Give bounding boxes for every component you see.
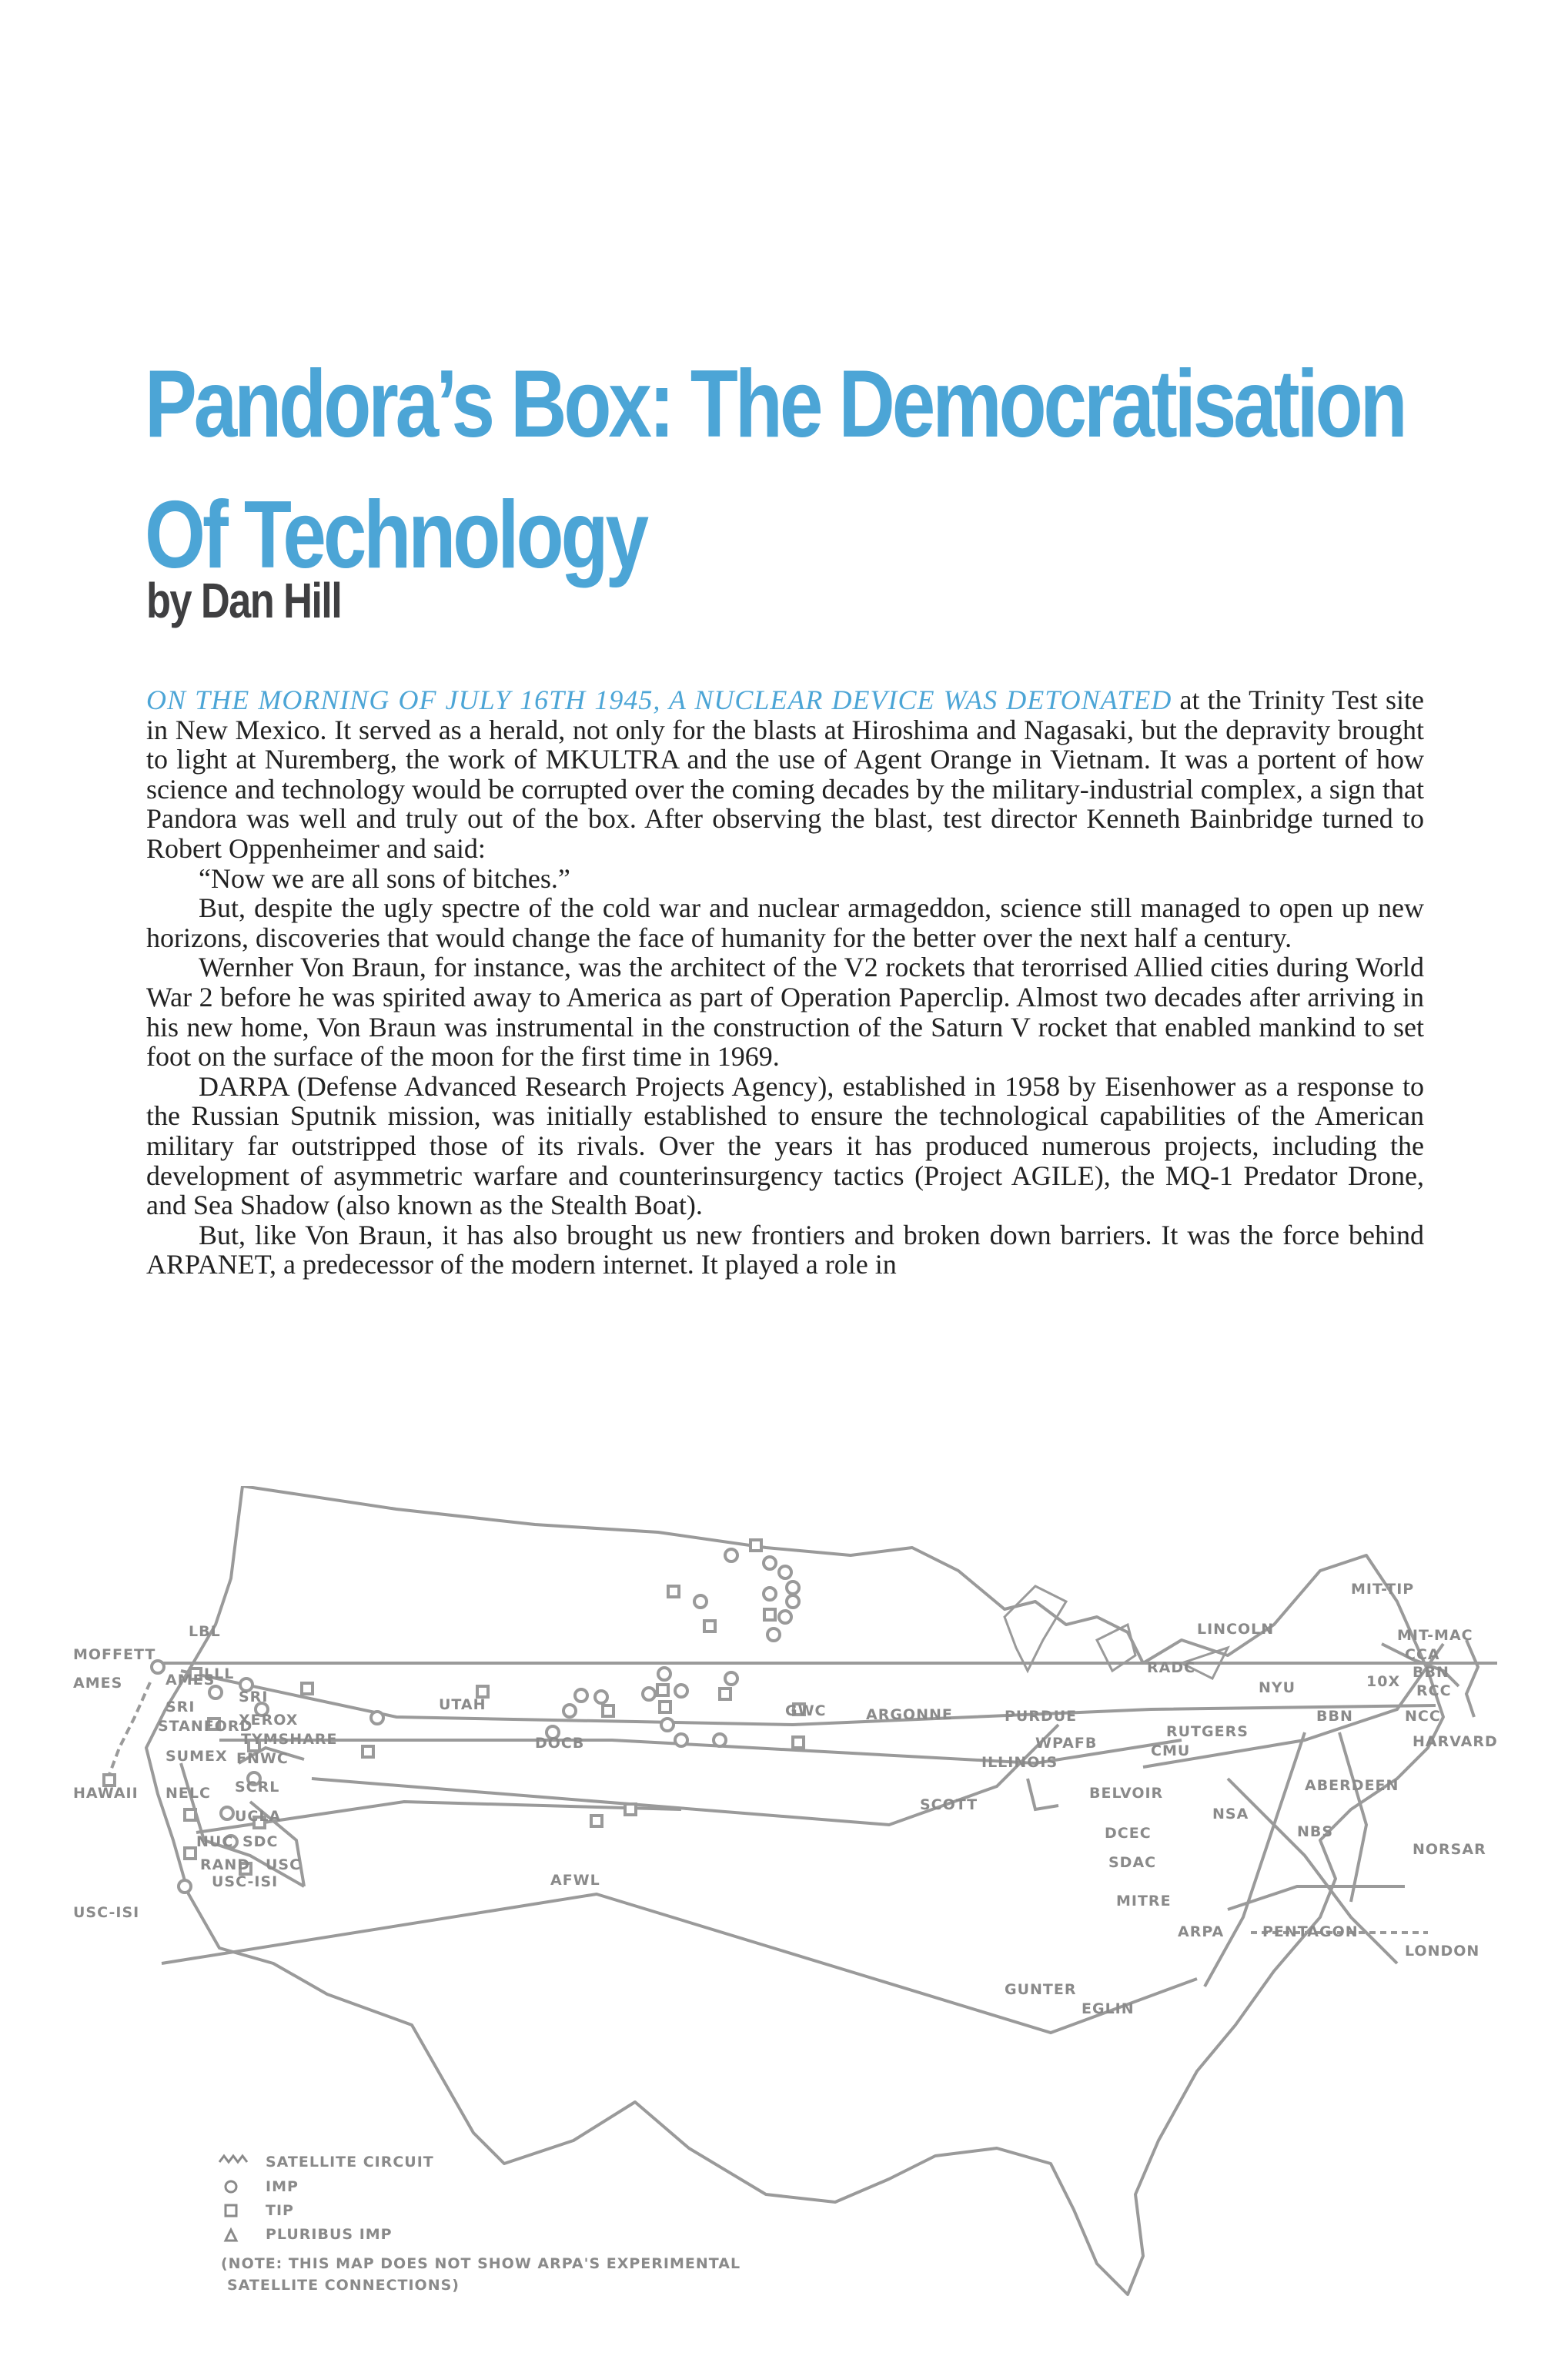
label-sri: SRI [165,1699,196,1715]
lead-in: ON THE MORNING OF JULY 16TH 1945, A NUCLEAR DEVICE WAS DETONATED [146,684,1172,715]
label-pentagon: PENTAGON [1262,1923,1359,1940]
label-fnwc: FNWC [236,1750,289,1767]
label-scott: SCOTT [920,1796,978,1813]
legend-pluribus: PLURIBUS IMP [266,2226,393,2243]
label-nelc: NELC [165,1785,211,1802]
pluribus-symbol [226,2230,236,2241]
legend-satellite: SATELLITE CIRCUIT [266,2154,434,2171]
label-nsa: NSA [1212,1806,1249,1822]
label-nbs: NBS [1297,1823,1334,1840]
label-sri-2: SRI [239,1689,269,1705]
arpanet-map-graphic [73,1486,1513,2318]
label-belvoir: BELVOIR [1089,1785,1164,1802]
label-xerox: XEROX [239,1712,299,1729]
paragraph-5: But, like Von Braun, it has also brought us new frontiers and broken down barriers. It was the force behind ARPANET, a predecessor of the modern internet. It played a role in [146,1219,1424,1280]
label-mit-mac: MIT-MAC [1397,1627,1473,1644]
label-lbl: LBL [189,1623,221,1640]
legend-note-line-1: (NOTE: THIS MAP DOES NOT SHOW ARPA'S EXPERIMENTAL [221,2255,741,2272]
label-sdac: SDAC [1108,1854,1157,1871]
label-usc: USC [266,1856,302,1873]
label-utah: UTAH [439,1696,486,1713]
label-ucla: UCLA [235,1808,282,1825]
label-harvard: HARVARD [1413,1733,1498,1750]
label-stanford: STANFORD [158,1718,253,1735]
article-title [145,339,1405,601]
label-aberdeen: ABERDEEN [1305,1777,1399,1794]
label-moffett: MOFFETT [73,1646,156,1663]
label-10x: 10X [1366,1673,1401,1690]
paragraph-4: DARPA (Defense Advanced Research Projects Agency), established in 1958 by Eisenhower as a response to the Russian Sputnik mission, was initially established to ensure the technological capabilities of the American military far outstripped those of its rivals. Over the years it has produced numerous projects, including the development of asymmetric warfare and counterinsurgency tactics (Project AGILE), the MQ-1 Predator Drone, and Sea Shadow (also known as the Stealth Boat). [146,1070,1424,1221]
map-legend [219,2154,741,2294]
label-arpa: ARPA [1178,1923,1225,1940]
label-cmu: CMU [1151,1742,1191,1759]
label-gwc: GWC [785,1702,827,1719]
label-nyu: NYU [1259,1679,1296,1696]
imp-symbol [226,2181,236,2192]
label-scrl: SCRL [235,1779,280,1796]
label-mitre: MITRE [1116,1893,1172,1910]
label-lll: LLL [204,1665,235,1682]
label-tymshare: TYMSHARE [241,1731,338,1748]
label-ncc: NCC [1405,1708,1441,1725]
tip-symbol [226,2205,236,2216]
label-usc-isi-a: USC-ISI [73,1904,140,1921]
label-bbn-2: BBN [1316,1708,1353,1725]
label-hawaii: HAWAII [73,1785,139,1802]
label-bbn: BBN [1413,1664,1449,1681]
label-rcc: RCC [1416,1682,1452,1699]
label-afwl: AFWL [550,1872,600,1889]
label-gunter: GUNTER [1005,1981,1077,1998]
label-lincoln: LINCOLN [1197,1621,1275,1638]
label-sdc: SDC [242,1833,279,1850]
label-ames: AMES [73,1675,123,1692]
arpanet-map [73,1486,1513,2318]
label-london: LONDON [1405,1943,1480,1960]
label-rutgers: RUTGERS [1166,1723,1249,1740]
label-usc-isi-b: USC-ISI [212,1873,279,1890]
label-nuc: NUC [196,1833,234,1850]
title-line-2: Of Technology [145,482,646,588]
legend-tip: TIP [266,2202,294,2219]
label-illinois: ILLINOIS [981,1754,1058,1771]
label-norsar: NORSAR [1413,1841,1486,1858]
legend-imp: IMP [266,2178,299,2195]
legend-note-line-2: SATELLITE CONNECTIONS) [227,2277,460,2294]
label-wpafb: WPAFB [1035,1735,1098,1752]
label-purdue: PURDUE [1005,1708,1078,1725]
label-argonne: ARGONNE [866,1706,953,1723]
paragraph-3: Wernher Von Braun, for instance, was the architect of the V2 rockets that terorrised Allied cities during World War 2 before he was spirited away to America as part of Operation Paperclip. Almost two decades after arriving in his new home, Von Braun was instrumental in the construction of the Saturn V rocket that enabled mankind to set foot on the surface of the moon for the first time in 1969. [146,952,1424,1073]
label-ames-2: AMES [165,1672,216,1689]
paragraph-2: But, despite the ugly spectre of the cold war and nuclear armageddon, science still managed to open up new horizons, discoveries that would change the face of humanity for the better over the next half a century. [146,892,1424,953]
byline: by Dan Hill [146,573,342,628]
paragraph-1-text: at the Trinity Test site in New Mexico. It served as a herald, not only for the blasts at Hiroshima and Nagasaki, but the depravity brought to light at Nuremberg, the work of MKULTRA and the use of Agent Orange in Vietnam. It was a portent of how science and technology would be corrupted over the coming decades by the military-industrial complex, a sign that Pandora was well and truly out of the box. After observing the blast, test director Kenneth Bainbridge turned to Robert Oppenheimer and said: [146,684,1425,864]
paragraph-1 [146,685,1424,864]
network-links [108,1640,1497,2033]
title-line-1: Pandora’s Box: The Democratisation [145,351,1405,457]
label-radc: RADC [1147,1659,1196,1676]
label-mit-tip: MIT-TIP [1351,1581,1415,1598]
label-cca: CCA [1405,1646,1440,1663]
quote: “Now we are all sons of bitches.” [199,862,570,894]
label-sumex: SUMEX [165,1748,228,1765]
label-rand: RAND [200,1856,251,1873]
label-eglin: EGLIN [1082,2000,1135,2017]
label-docb: DOCB [535,1735,585,1752]
label-dcec: DCEC [1105,1825,1152,1842]
article-body [146,685,1424,1280]
satellite-circuit-symbol [219,2156,247,2162]
